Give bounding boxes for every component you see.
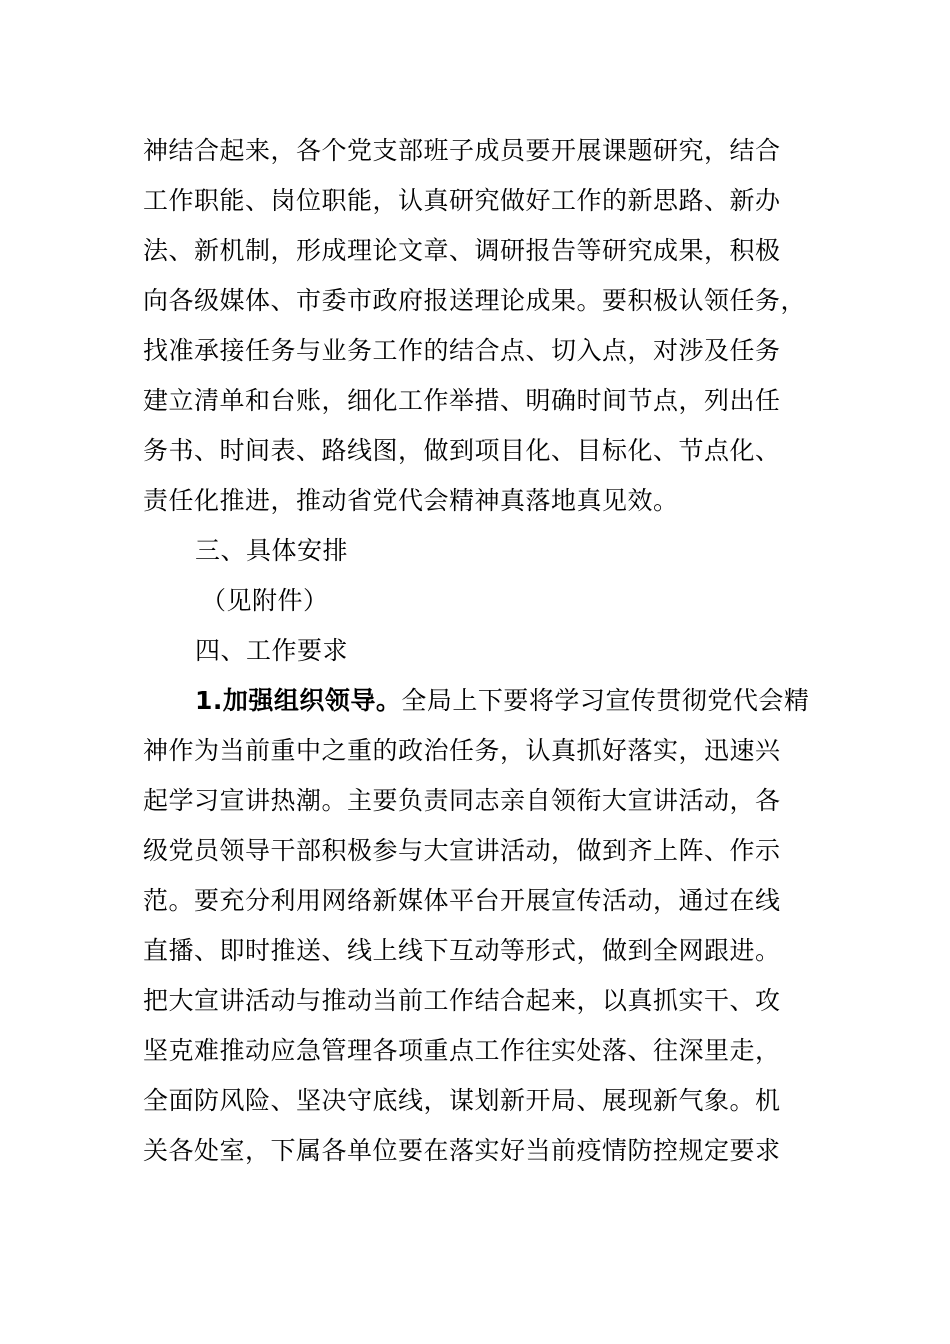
section-heading-3: 三、具体安排 [195, 536, 349, 565]
paragraph-1-line: 建立清单和台账，细化工作举措、明确时间节点，列出任 [143, 386, 781, 415]
item-1-line: 直播、即时推送、线上线下互动等形式，做到全网跟进。 [143, 936, 781, 965]
document-body [143, 126, 823, 1176]
item-1-line: 神作为当前重中之重的政治任务，认真抓好落实，迅速兴 [143, 736, 781, 765]
item-1-line: 起学习宣讲热潮。主要负责同志亲自领衔大宣讲活动，各 [143, 786, 781, 815]
item-1-lead: 1.加强组织领导。 [195, 686, 402, 715]
item-1-line: 把大宣讲活动与推动当前工作结合起来，以真抓实干、攻 [143, 986, 781, 1015]
paragraph-1-line: 向各级媒体、市委市政府报送理论成果。要积极认领任务， [143, 286, 807, 315]
item-1-first-line-text: 全局上下要将学习宣传贯彻党代会精 [401, 686, 810, 715]
item-1-line: 级党员领导干部积极参与大宣讲活动，做到齐上阵、作示 [143, 836, 781, 865]
paragraph-1-line: 工作职能、岗位职能，认真研究做好工作的新思路、新办 [143, 186, 781, 215]
item-1-line: 全面防风险、坚决守底线，谋划新开局、展现新气象。机 [143, 1086, 781, 1115]
item-1-line: 关各处室，下属各单位要在落实好当前疫情防控规定要求 [143, 1136, 781, 1165]
attachment-note: （见附件） [201, 586, 329, 615]
item-1-line: 坚克难推动应急管理各项重点工作往实处落、往深里走， [143, 1036, 781, 1065]
paragraph-1-line: 法、新机制，形成理论文章、调研报告等研究成果，积极 [143, 236, 781, 265]
paragraph-1-line: 责任化推进，推动省党代会精神真落地真见效。 [143, 486, 679, 515]
item-1-first-line [143, 676, 823, 726]
section-heading-4: 四、工作要求 [195, 636, 349, 665]
item-1-line: 范。要充分利用网络新媒体平台开展宣传活动，通过在线 [143, 886, 781, 915]
paragraph-1-line: 找准承接任务与业务工作的结合点、切入点，对涉及任务 [143, 336, 781, 365]
paragraph-1-line: 务书、时间表、路线图，做到项目化、目标化、节点化、 [143, 436, 781, 465]
paragraph-1-line: 神结合起来，各个党支部班子成员要开展课题研究，结合 [143, 136, 781, 165]
